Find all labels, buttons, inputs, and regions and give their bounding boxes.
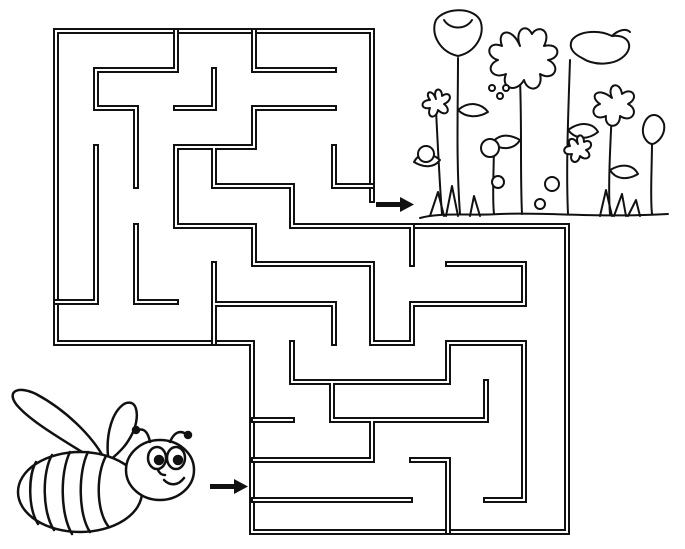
maze-inner-walls	[56, 31, 524, 532]
start-arrow-icon	[210, 479, 248, 494]
goal-arrow-icon	[376, 197, 414, 212]
flower-garden-icon	[414, 10, 668, 218]
bee-wing-left	[13, 390, 104, 462]
bee-icon	[13, 390, 194, 534]
